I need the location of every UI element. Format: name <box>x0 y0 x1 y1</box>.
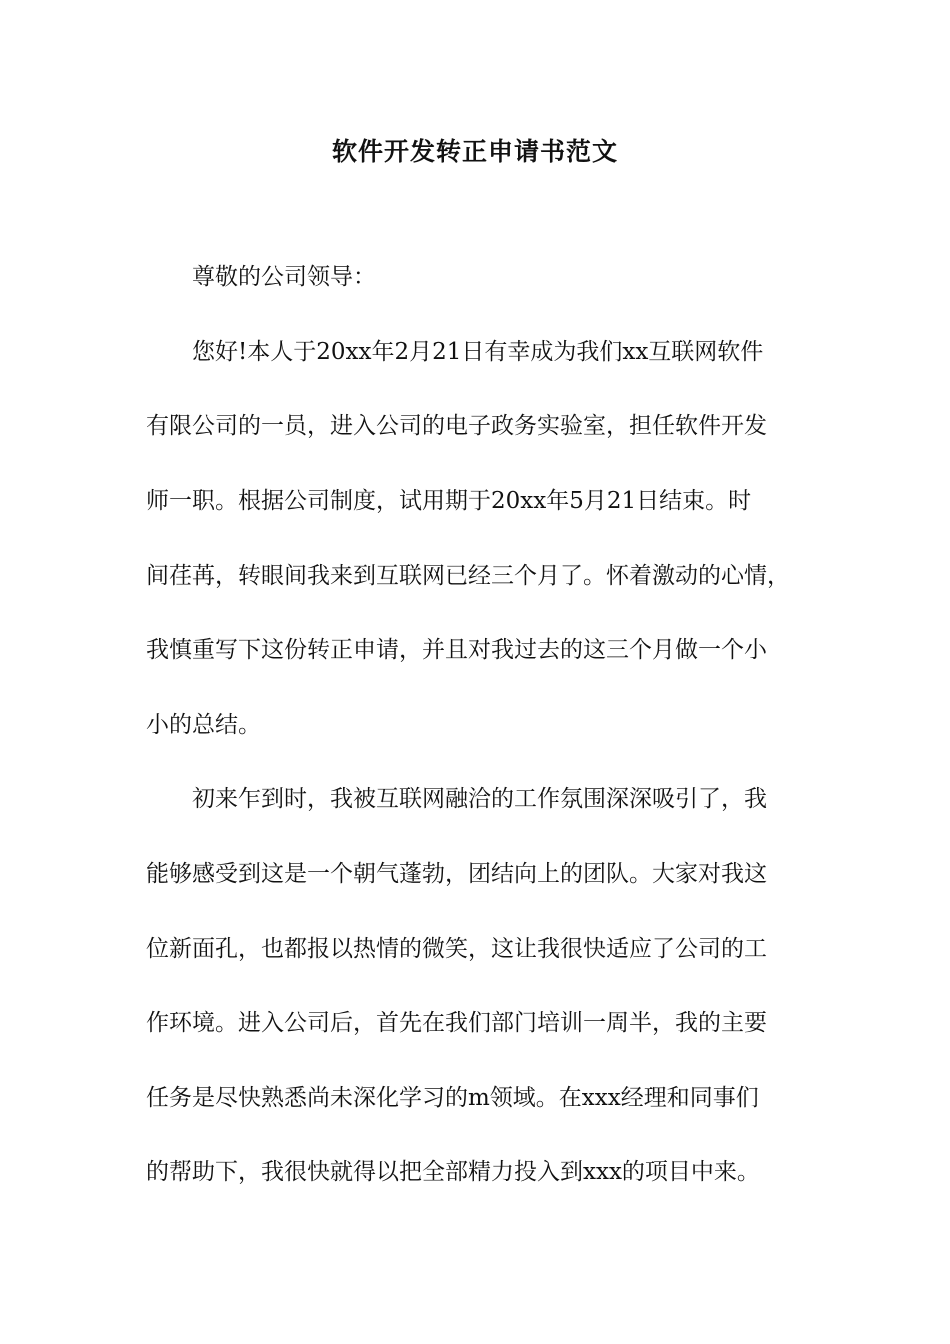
paragraph-line: 您好!本人于20xx年2月21日有幸成为我们xx互联网软件 <box>192 339 764 365</box>
paragraph-line: 作环境。进入公司后，首先在我们部门培训一周半，我的主要 <box>146 1010 767 1036</box>
paragraph-line: 小的总结。 <box>146 712 261 738</box>
paragraph-line: 的帮助下，我很快就得以把全部精力投入到xxx的项目中来。 <box>146 1159 760 1185</box>
salutation: 尊敬的公司领导： <box>192 264 376 290</box>
document-title: 软件开发转正申请书范文 <box>331 137 618 166</box>
paragraph-line: 师一职。根据公司制度，试用期于20xx年5月21日结束。时 <box>146 488 752 514</box>
paragraph-line: 位新面孔，也都报以热情的微笑，这让我很快适应了公司的工 <box>146 936 767 962</box>
paragraph-line: 有限公司的一员，进入公司的电子政务实验室，担任软件开发 <box>146 413 767 439</box>
paragraph-line: 间荏苒，转眼间我来到互联网已经三个月了。怀着激动的心情， <box>146 563 790 589</box>
paragraph-line: 初来乍到时，我被互联网融洽的工作氛围深深吸引了，我 <box>192 786 767 812</box>
paragraph-line: 我慎重写下这份转正申请，并且对我过去的这三个月做一个小 <box>146 637 767 663</box>
paragraph-line: 任务是尽快熟悉尚未深化学习的m领域。在xxx经理和同事们 <box>146 1085 759 1111</box>
paragraph-line: 能够感受到这是一个朝气蓬勃，团结向上的团队。大家对我这 <box>146 861 767 887</box>
